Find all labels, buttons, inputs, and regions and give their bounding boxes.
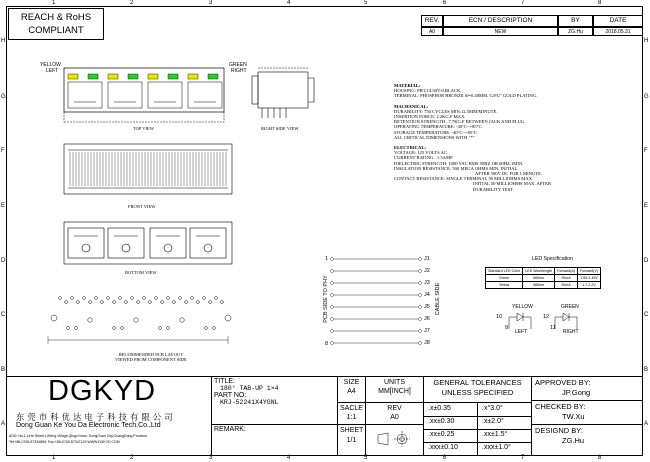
company-address: ADD: No.1 LiHe Street,LiHeng Village,Qingxi town, DongGuan City,GuangDong Province (9, 434, 147, 438)
compliance-box (8, 8, 104, 40)
zone-col-1: 1 (52, 0, 56, 6)
tolerance-angular: .xx±1.5° (482, 431, 508, 438)
zone-col-2-bottom: 2 (130, 455, 134, 461)
electrical-line: CONTACT RESISTANCE: SINGLE TERMINAL 30 MILLIOHMS MAX. (394, 176, 534, 182)
led-header-cell: Forward(V) (578, 268, 601, 275)
date-value: 2018.05.31 (593, 27, 643, 36)
scale-cell (338, 403, 366, 425)
approved-value: JP.Gong (562, 388, 591, 397)
jack-label: J2 (424, 268, 430, 274)
title-cell (212, 377, 338, 425)
led-cell: 565nm (523, 275, 555, 282)
tolerance-header (424, 377, 532, 403)
led-cell: 1.7-2.2V (578, 282, 601, 289)
led-cell: 20mA (555, 282, 578, 289)
right-side-view-label: RIGHT SIDE VIEW (261, 126, 299, 131)
led-header-cell: Standard LED Color (486, 268, 523, 275)
led-cell: 1.95-2.45V (578, 275, 601, 282)
size-label: SIZE (343, 379, 360, 386)
led-pin-10: 10 (496, 314, 503, 320)
front-view-drawing (60, 138, 238, 202)
zone-row-b: B (1, 367, 6, 373)
scale-value: 1:1 (346, 414, 357, 421)
pcb-side-label: PCB SIDE TO PHY (323, 275, 329, 323)
material-line: TERMINAL: PHOSPHOR BRONZE t0=0.40MM, G/FU" GOLD PLATING. (394, 93, 538, 99)
bottom-view-label: BOTTOM VIEW (125, 270, 157, 275)
title-value: 180° TAB-UP 1×4 (220, 385, 279, 392)
led-green-label: GREEN (561, 304, 579, 310)
zone-row-f: F (1, 148, 5, 154)
tolerance-title-2: UNLESS SPECIFIED (441, 388, 514, 397)
tolerance-title-1: GENERAL TOLERANCES (433, 378, 522, 387)
led-table-row (486, 282, 601, 289)
projection-symbol-icon (368, 426, 422, 452)
material-title: MATERIAL: (394, 83, 421, 88)
zone-col-7-bottom: 7 (521, 455, 525, 461)
electrical-line: DIELECTRIC STRENGTH: 1000 VAC RMS 50HZ OR 60HZ,1MIN. (394, 160, 524, 166)
led-spec-title: LED Specification (532, 256, 573, 262)
date-header: DATE (593, 15, 643, 27)
pcb-layout-line2: VIEWED FROM COMPONENT SIDE (115, 357, 187, 362)
electrical-line: AFTER 500V DC FOR 1 MINUTE. (475, 171, 543, 177)
jack-label: J7 (424, 328, 430, 334)
pcb-layout-caption (115, 352, 187, 362)
jack-label: J3 (424, 280, 430, 286)
led-row (68, 74, 218, 79)
rev-value-tb: A0 (390, 414, 399, 421)
zone-row-g-right: G (644, 94, 649, 100)
company-block (6, 377, 212, 456)
right-label: RIGHT (231, 68, 247, 74)
by-header: BY (558, 15, 593, 27)
units-cell (366, 377, 424, 403)
led-header-cell: LED Wavelength (523, 268, 555, 275)
rev-label: REV (387, 405, 402, 412)
led-cell: 585nm (523, 282, 555, 289)
pcb-layout-drawing (38, 284, 238, 352)
jack-label: J4 (424, 292, 430, 298)
zone-row-h-right: H (644, 38, 649, 44)
tolerance-linear: .x±0.35 (428, 405, 451, 412)
zone-row-e-right: E (644, 203, 649, 209)
green-label: GREEN (229, 62, 247, 68)
zone-row-h: H (1, 38, 6, 44)
zone-col-5: 5 (364, 0, 368, 6)
size-cell (338, 377, 366, 403)
led-table-header (486, 268, 601, 275)
projection-cell (366, 425, 424, 456)
material-line: HOUSING: PBT,UL94V-0,BLACK. (394, 88, 462, 94)
zone-col-7: 7 (521, 0, 525, 6)
sheet-value: 1/1 (346, 437, 357, 444)
company-logo: DGKYD (48, 375, 157, 407)
mechanical-line: ALL CRITICAL DIMENSIONS WITH "*" (394, 134, 475, 140)
jack-label: J5 (424, 304, 430, 310)
mechanical-line: DURABILITY: 750 CYCLES MIN,12.5MM/MINUTE. (394, 108, 498, 114)
zone-row-b-right: B (644, 367, 649, 373)
rev-header: REV. (421, 15, 443, 27)
led-spec-table (485, 267, 601, 289)
tolerance-angular: .x°3.0° (482, 405, 503, 412)
part-label: PART NO: (214, 392, 247, 399)
ecn-header: ECN / DESCRIPTION (443, 15, 558, 27)
zone-row-d: D (1, 258, 6, 264)
checked-value: TW.Xu (562, 412, 585, 421)
bottom-view-drawing (60, 218, 238, 268)
pin-label: 8 (325, 341, 329, 347)
company-name-cn: 东 莞 市 科 优 达 电 子 科 技 有 限 公 司 (16, 412, 173, 422)
led-pin-12: 12 (543, 314, 550, 320)
yellow-label: YELLOW (40, 62, 61, 68)
pin-label: 1 (325, 256, 329, 262)
top-view-yellow-label (40, 62, 61, 74)
led-cell: Yellow (486, 282, 523, 289)
electrical-line: CURRENT RATING : 1.5AMP (394, 155, 453, 161)
mechanical-line: OPERATING TEMPERATURE: -40°C~+85°C. (394, 124, 483, 130)
mechanical-line: RETENTION STRENGTH : 7.7KG.F BETWEEN JACK AND PLUG. (394, 119, 526, 125)
tolerance-linear: .xx±0.30 (428, 418, 455, 425)
size-value: A4 (347, 388, 356, 395)
electrical-line: INITIAL 50 MILLIOHMS MAX. AFTER (473, 181, 552, 187)
zone-col-8: 8 (598, 0, 602, 6)
ecn-value: NEW (443, 27, 558, 36)
tolerance-values (424, 403, 532, 456)
led-right-label: RIGHT (563, 329, 579, 335)
zone-col-3: 3 (209, 0, 213, 6)
zone-col-6-bottom: 6 (443, 455, 447, 461)
approved-label: APPROVED BY: (535, 378, 591, 387)
top-view-label: TOP VIEW (133, 126, 155, 131)
checked-label: CHECKED BY: (535, 402, 586, 411)
zone-row-a-right: A (644, 421, 649, 427)
jack-label: J1 (424, 256, 430, 262)
electrical-line: INSULATION RESISTANCE: 500 MEGA OHMS MIN. INITIAL (394, 165, 518, 171)
rev-value: A0 (421, 27, 443, 36)
led-header-cell: Forward(A) (555, 268, 578, 275)
zone-row-g: G (1, 94, 6, 100)
right-side-view-drawing (248, 66, 318, 126)
zone-row-c: C (1, 312, 6, 318)
led-cell: Green (486, 275, 523, 282)
top-view-green-label (229, 62, 247, 74)
led-pin-9: 9 (505, 325, 509, 331)
zone-row-e: E (1, 203, 6, 209)
title-label: TITLE: (214, 378, 236, 385)
zone-col-6: 6 (443, 0, 447, 6)
zone-col-4-bottom: 4 (287, 455, 291, 461)
company-contact: Tel:+86-0769-87334859; Fax:+86-0769-87347129 WWW.DGKYD.COM (9, 440, 120, 444)
zone-col-8-bottom: 8 (598, 455, 602, 461)
units-label: UNITS (384, 379, 405, 386)
left-label: LEFT (46, 68, 59, 74)
specification-notes (394, 81, 639, 192)
remark-cell (212, 425, 338, 456)
mechanical-line: INSERTION FORCE: 2.2KG.F MAX. (394, 114, 466, 120)
zone-col-3-bottom: 3 (209, 455, 213, 461)
led-table-row (486, 275, 601, 282)
led-left-label: LEFT (515, 329, 528, 335)
sheet-cell (338, 425, 366, 456)
by-value: ZG.Hu (558, 27, 593, 36)
electrical-title: ELECTRICAL: (394, 145, 426, 151)
part-value: KRJ-52241X4YGNL (220, 399, 279, 406)
approval-block (532, 377, 643, 456)
mechanical-line: STORAGE TEMPERATURE: -40°C~+85°C. (394, 129, 479, 135)
sheet-label: SHEET (340, 427, 364, 434)
company-name-en: Dong Guan Ke You Da Electronic Tech.Co.,Ltd (16, 422, 161, 429)
rev-cell (366, 403, 424, 425)
cable-side-label: CABLE SIDE (435, 282, 441, 316)
units-value: MM[INCH] (378, 388, 411, 395)
tolerance-linear: .xx±0.25 (428, 431, 455, 438)
revision-table (421, 15, 643, 36)
designed-label: DESIGND BY: (535, 426, 583, 435)
zone-row-f-right: F (644, 148, 648, 154)
led-cell: 20mA (555, 275, 578, 282)
front-view-label: FRONT VIEW (128, 204, 156, 209)
tolerance-angular: .x±2.0° (482, 418, 504, 425)
designed-value: ZG.Hu (562, 436, 585, 445)
zone-col-4: 4 (287, 0, 291, 6)
tolerance-linear: .xxx±0.10 (428, 444, 458, 451)
scale-label: SACLE (340, 405, 363, 412)
jack-label: J8 (424, 340, 430, 346)
zone-col-1-bottom: 1 (52, 455, 56, 461)
led-yellow-label: YELLOW (512, 304, 533, 310)
zone-row-a: A (1, 421, 6, 427)
zone-row-d-right: D (644, 258, 649, 264)
top-view-drawing (60, 66, 230, 128)
remark-label: REMARK: (214, 426, 246, 433)
pcb-layout-line1: RECOMMENDED PCB LAYOUT (118, 352, 183, 357)
zone-col-5-bottom: 5 (364, 455, 368, 461)
zone-col-2: 2 (130, 0, 134, 6)
zone-row-c-right: C (644, 312, 649, 318)
pinout-diagram (326, 252, 436, 352)
electrical-line: DURABILITY TEST. (473, 186, 514, 192)
jack-label: J6 (424, 316, 430, 322)
led-pin-11: 11 (550, 325, 556, 331)
electrical-line: VOLTAGE: 125 VOLTS AC. (394, 150, 449, 156)
tolerance-angular: .xxx±1.0° (482, 444, 511, 451)
compliance-line2: COMPLIANT (28, 25, 84, 36)
compliance-line1: REACH & RoHS (20, 12, 92, 23)
mechanical-title: MACHANICAL: (394, 103, 429, 109)
